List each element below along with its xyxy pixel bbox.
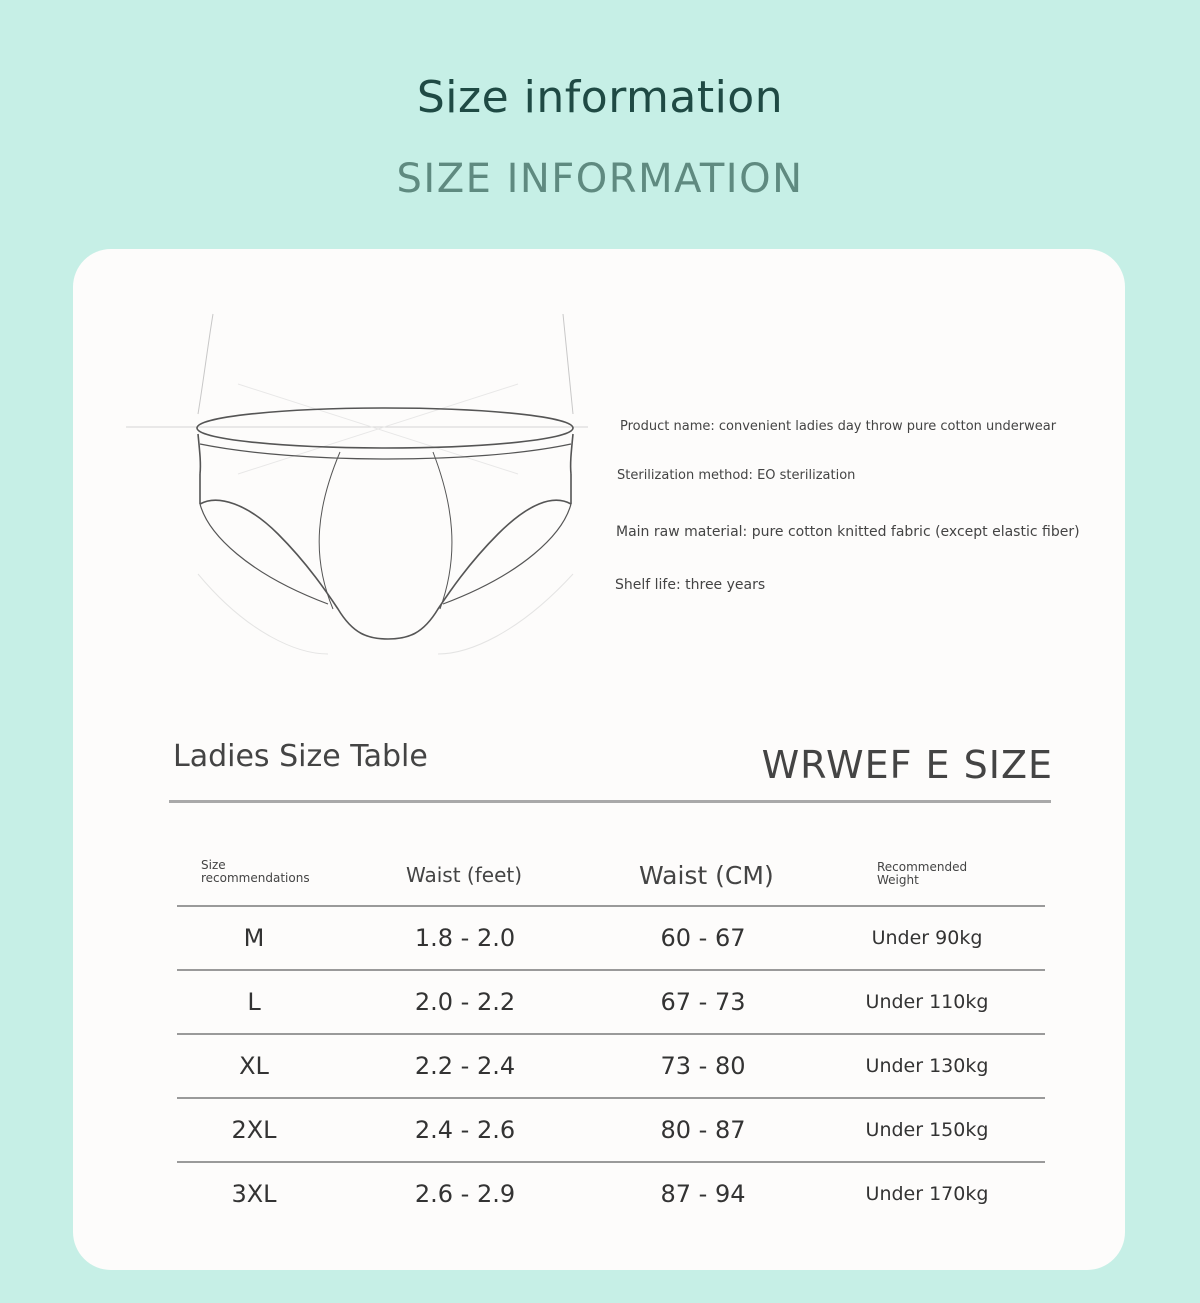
size-table-brand: WRWEF E SIZE: [761, 743, 1053, 787]
header-weight: Recommended Weight: [877, 860, 968, 887]
divider: [169, 800, 1051, 803]
header-waist-feet: Waist (feet): [406, 863, 523, 887]
cell-size: 2XL: [231, 1116, 277, 1144]
table-header: [177, 849, 1045, 907]
cell-waist-cm: 87 - 94: [660, 1180, 746, 1208]
cell-weight: Under 170kg: [865, 1183, 989, 1205]
cell-size: 3XL: [231, 1180, 277, 1208]
cell-size: L: [247, 988, 261, 1016]
table-row: [177, 971, 1045, 1035]
cell-size: XL: [239, 1052, 269, 1080]
table-row: [177, 1163, 1045, 1225]
cell-waist-feet: 2.6 - 2.9: [414, 1180, 516, 1208]
cell-waist-feet: 2.2 - 2.4: [414, 1052, 516, 1080]
cell-waist-cm: 73 - 80: [660, 1052, 746, 1080]
cell-weight: Under 130kg: [865, 1055, 989, 1077]
header-waist-cm: Waist (CM): [639, 861, 774, 890]
cell-weight: Under 150kg: [865, 1119, 989, 1141]
cell-waist-feet: 1.8 - 2.0: [414, 924, 516, 952]
cell-waist-cm: 67 - 73: [660, 988, 746, 1016]
shelf-life: Shelf life: three years: [615, 577, 766, 593]
cell-weight: Under 90kg: [871, 927, 983, 949]
product-name: Product name: convenient ladies day throw pure cotton underwear: [620, 419, 1057, 434]
info-card: [73, 249, 1125, 1270]
cell-waist-cm: 60 - 67: [660, 924, 746, 952]
table-row: [177, 907, 1045, 971]
table-row: [177, 1099, 1045, 1163]
underwear-sketch-illustration: [73, 304, 588, 744]
cell-waist-cm: 80 - 87: [660, 1116, 746, 1144]
size-table-title: Ladies Size Table: [173, 739, 428, 774]
cell-waist-feet: 2.4 - 2.6: [414, 1116, 516, 1144]
cell-waist-feet: 2.0 - 2.2: [414, 988, 516, 1016]
raw-material: Main raw material: pure cotton knitted fabric (except elastic fiber): [616, 524, 1080, 540]
sterilization-method: Sterilization method: EO sterilization: [617, 468, 856, 483]
cell-size: M: [243, 924, 265, 952]
cell-weight: Under 110kg: [865, 991, 989, 1013]
page-subtitle: SIZE INFORMATION: [396, 156, 804, 202]
size-table: [177, 849, 1045, 1225]
page-title: Size information: [416, 72, 784, 123]
table-row: [177, 1035, 1045, 1099]
header-size: Size recommendations: [201, 858, 310, 885]
